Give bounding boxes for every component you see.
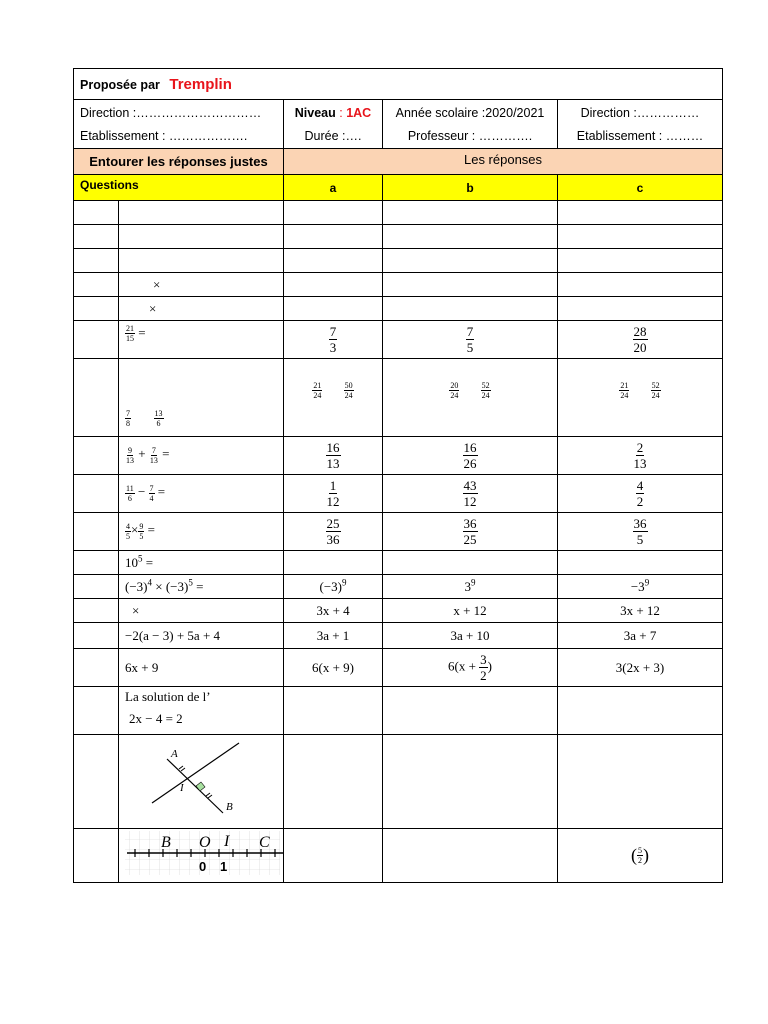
question-cell: × bbox=[119, 297, 284, 321]
table-row bbox=[74, 225, 723, 249]
quiz-sheet bbox=[73, 68, 722, 883]
point-label-a: A bbox=[171, 748, 178, 760]
answer-b bbox=[383, 475, 558, 513]
frac-num: 21 bbox=[126, 324, 134, 334]
tick-mark bbox=[206, 793, 210, 796]
power-exponent: 9 bbox=[471, 577, 476, 588]
frac-num: 50 bbox=[344, 381, 353, 391]
brand-name: Tremplin bbox=[169, 75, 232, 93]
frac-den: 24 bbox=[620, 391, 629, 401]
frac-num: 16 bbox=[463, 440, 477, 455]
equals-sign: = bbox=[162, 446, 170, 462]
question-text: La solution de l’ bbox=[125, 689, 211, 704]
frac-den: 36 bbox=[326, 532, 340, 547]
frac-den: 6 bbox=[127, 493, 132, 503]
answer-c: 3a + 7 bbox=[558, 623, 723, 649]
table-row bbox=[74, 437, 723, 475]
frac-den: 25 bbox=[463, 532, 477, 547]
question-cell bbox=[119, 829, 284, 883]
professeur: Professeur : …………. bbox=[407, 128, 533, 143]
table-row bbox=[74, 599, 723, 623]
power-base: 10 bbox=[125, 554, 138, 570]
tick-mark bbox=[208, 795, 212, 798]
frac-num: 7 bbox=[466, 324, 474, 339]
frac-den: 20 bbox=[633, 340, 647, 355]
number-line-tick-label: 1 bbox=[220, 859, 228, 874]
frac-den: 13 bbox=[126, 455, 134, 465]
frac-num: 52 bbox=[481, 381, 490, 391]
duree: Durée :…. bbox=[304, 128, 362, 143]
frac-den: 13 bbox=[149, 455, 158, 465]
frac-den: 24 bbox=[651, 391, 660, 401]
frac-den: 2 bbox=[636, 494, 644, 509]
frac-den: 2 bbox=[638, 855, 643, 865]
frac-den: 3 bbox=[329, 340, 337, 355]
frac-den: 5 bbox=[126, 531, 130, 541]
direction-left: Direction :………………………… bbox=[80, 105, 262, 120]
answer-c bbox=[558, 359, 723, 437]
number-line-tick-label: 0 bbox=[199, 859, 207, 874]
answer-c bbox=[558, 321, 723, 359]
answer-b bbox=[383, 649, 558, 687]
frac-num: 4 bbox=[126, 521, 130, 531]
frac-num: 2 bbox=[636, 440, 644, 455]
frac-num: 7 bbox=[329, 324, 337, 339]
frac-den: 15 bbox=[126, 334, 134, 344]
question-cell bbox=[119, 437, 284, 475]
answer-b bbox=[383, 513, 558, 551]
power-exponent: 9 bbox=[342, 577, 347, 588]
expr-part: 6(x + bbox=[447, 658, 480, 674]
niveau-sep: : bbox=[335, 105, 347, 120]
question-cell bbox=[119, 513, 284, 551]
operator: − bbox=[137, 484, 146, 500]
power-exponent: 5 bbox=[188, 577, 193, 588]
answer-b bbox=[383, 437, 558, 475]
frac-num: 9 bbox=[128, 445, 132, 455]
frac-den: 24 bbox=[481, 391, 490, 401]
table-row bbox=[74, 513, 723, 551]
table-row bbox=[74, 575, 723, 599]
power-exponent: 9 bbox=[644, 577, 650, 588]
annee-scolaire: Année scolaire :2020/2021 bbox=[395, 105, 545, 120]
col-c-header: c bbox=[558, 175, 723, 201]
answer-c bbox=[558, 437, 723, 475]
frac-num: 9 bbox=[139, 521, 144, 531]
table-row bbox=[74, 273, 723, 297]
tick-mark bbox=[179, 766, 183, 769]
question-cell bbox=[119, 551, 284, 575]
col-a-header: a bbox=[284, 175, 383, 201]
equals-sign: = bbox=[147, 522, 155, 538]
table-row bbox=[74, 201, 723, 225]
frac-den: 24 bbox=[450, 391, 459, 401]
answer-c: 3(2x + 3) bbox=[558, 649, 723, 687]
equation: 2x − 4 = 2 bbox=[129, 711, 183, 726]
frac-den: 26 bbox=[463, 456, 477, 471]
tick-mark bbox=[181, 768, 185, 771]
frac-num: 13 bbox=[154, 409, 163, 418]
table-row bbox=[74, 297, 723, 321]
power-base: (−3) bbox=[125, 578, 148, 594]
proposed-by-label: Proposée par bbox=[80, 77, 160, 92]
question-cell: × bbox=[119, 273, 284, 297]
answer-a bbox=[284, 359, 383, 437]
power-exponent: 4 bbox=[147, 577, 152, 588]
frac-num: 16 bbox=[326, 440, 340, 455]
answer-c: ( $\frac{5}{2}$ ) bbox=[558, 829, 723, 883]
frac-den: 2 bbox=[480, 668, 487, 683]
power-exponent: 5 bbox=[138, 553, 143, 564]
answer-a bbox=[284, 575, 383, 599]
power-base: × (−3) bbox=[152, 578, 189, 594]
frac-num: 52 bbox=[651, 381, 660, 391]
niveau-label: Niveau bbox=[294, 105, 336, 120]
power-base: (−3) bbox=[319, 578, 342, 594]
frac-num: 7 bbox=[149, 483, 154, 493]
answer-a: 6(x + 9) bbox=[284, 649, 383, 687]
question-cell bbox=[119, 575, 284, 599]
frac-num: 20 bbox=[450, 381, 459, 391]
frac-den: 24 bbox=[344, 391, 353, 401]
answer-a bbox=[284, 513, 383, 551]
info-right bbox=[558, 100, 723, 149]
table-row bbox=[74, 359, 723, 437]
frac-den: 6 bbox=[156, 419, 161, 428]
frac-den: 13 bbox=[326, 456, 340, 471]
frac-den: 12 bbox=[463, 494, 477, 509]
answer-b bbox=[383, 321, 558, 359]
table-row bbox=[74, 623, 723, 649]
bisector-line bbox=[152, 743, 239, 803]
number-line-label: I bbox=[224, 833, 230, 850]
answer-a: 3x + 4 bbox=[284, 599, 383, 623]
answer-a bbox=[284, 437, 383, 475]
answer-a bbox=[284, 475, 383, 513]
expr-part: ) bbox=[487, 658, 492, 674]
table-row bbox=[74, 687, 723, 735]
answer-c bbox=[558, 475, 723, 513]
frac-den: 5 bbox=[636, 532, 644, 547]
quiz-table bbox=[73, 68, 723, 883]
info-year bbox=[383, 100, 558, 149]
frac-den: 24 bbox=[313, 391, 322, 401]
power-base: 3 bbox=[464, 578, 471, 594]
point-label-i: I bbox=[180, 782, 184, 794]
frac-num: 5 bbox=[638, 845, 643, 855]
number-line-label: B bbox=[161, 834, 171, 851]
operator: × bbox=[131, 522, 139, 538]
operator: + bbox=[138, 446, 146, 462]
number-line-figure bbox=[119, 829, 284, 879]
question-cell: × bbox=[119, 599, 284, 623]
answer-b bbox=[383, 575, 558, 599]
frac-num: 21 bbox=[620, 381, 629, 391]
frac-den: 4 bbox=[149, 493, 154, 503]
equals-sign: = bbox=[138, 325, 146, 340]
table-row bbox=[74, 829, 723, 883]
question-cell bbox=[119, 321, 284, 359]
frac-num: 43 bbox=[463, 478, 477, 493]
table-row bbox=[74, 321, 723, 359]
question-cell: −2(a − 3) + 5a + 4 bbox=[119, 623, 284, 649]
frac-num: 36 bbox=[633, 516, 647, 531]
info-left bbox=[74, 100, 284, 149]
question-cell bbox=[119, 359, 284, 437]
frac-num: 28 bbox=[633, 324, 647, 339]
frac-num: 7 bbox=[151, 445, 156, 455]
right-angle-mark bbox=[196, 782, 205, 791]
table-row bbox=[74, 551, 723, 575]
frac-num: 11 bbox=[126, 483, 134, 493]
direction-right: Direction :…………… bbox=[580, 105, 700, 120]
answer-a bbox=[284, 321, 383, 359]
table-row bbox=[74, 475, 723, 513]
questions-header: Questions bbox=[74, 175, 284, 201]
perpendicular-bisector-figure bbox=[119, 735, 284, 825]
col-b-header: b bbox=[383, 175, 558, 201]
frac-num: 7 bbox=[126, 409, 130, 418]
table-row bbox=[74, 735, 723, 829]
question-cell bbox=[119, 475, 284, 513]
answer-b: x + 12 bbox=[383, 599, 558, 623]
proposed-by-cell bbox=[74, 69, 723, 100]
info-level bbox=[284, 100, 383, 149]
answers-header: Les réponses bbox=[284, 149, 723, 175]
frac-den: 12 bbox=[326, 494, 340, 509]
equals-sign: = bbox=[157, 484, 166, 500]
point-label-b: B bbox=[226, 801, 233, 813]
table-row bbox=[74, 649, 723, 687]
niveau-value: 1AC bbox=[346, 105, 372, 120]
frac-den: 8 bbox=[126, 419, 130, 428]
instruction-header: Entourer les réponses justes bbox=[74, 149, 284, 175]
frac-num: 21 bbox=[313, 381, 322, 391]
establishment-right: Etablissement : ……… bbox=[576, 128, 704, 143]
question-cell bbox=[119, 687, 284, 735]
power-base: −3 bbox=[630, 578, 645, 594]
frac-num: 25 bbox=[326, 516, 340, 531]
frac-num: 1 bbox=[329, 478, 337, 493]
equals-sign: = bbox=[142, 554, 154, 570]
number-line-label: C bbox=[259, 834, 270, 851]
frac-num: 3 bbox=[480, 652, 487, 667]
frac-den: 13 bbox=[633, 456, 647, 471]
question-cell: 6x + 9 bbox=[119, 649, 284, 687]
frac-den: 5 bbox=[139, 531, 144, 541]
answer-c bbox=[558, 513, 723, 551]
frac-den: 5 bbox=[466, 340, 474, 355]
frac-num: 4 bbox=[636, 478, 644, 493]
answer-b bbox=[383, 359, 558, 437]
answer-a: 3a + 1 bbox=[284, 623, 383, 649]
question-cell bbox=[119, 735, 284, 829]
number-line-label: O bbox=[199, 834, 211, 851]
establishment-left: Etablissement : ………………. bbox=[80, 128, 248, 143]
answer-c: 3x + 12 bbox=[558, 599, 723, 623]
segment-ab bbox=[167, 759, 223, 813]
frac-num: 36 bbox=[463, 516, 477, 531]
table-row bbox=[74, 249, 723, 273]
answer-b: 3a + 10 bbox=[383, 623, 558, 649]
equals-sign: = bbox=[192, 578, 204, 594]
answer-c bbox=[558, 575, 723, 599]
